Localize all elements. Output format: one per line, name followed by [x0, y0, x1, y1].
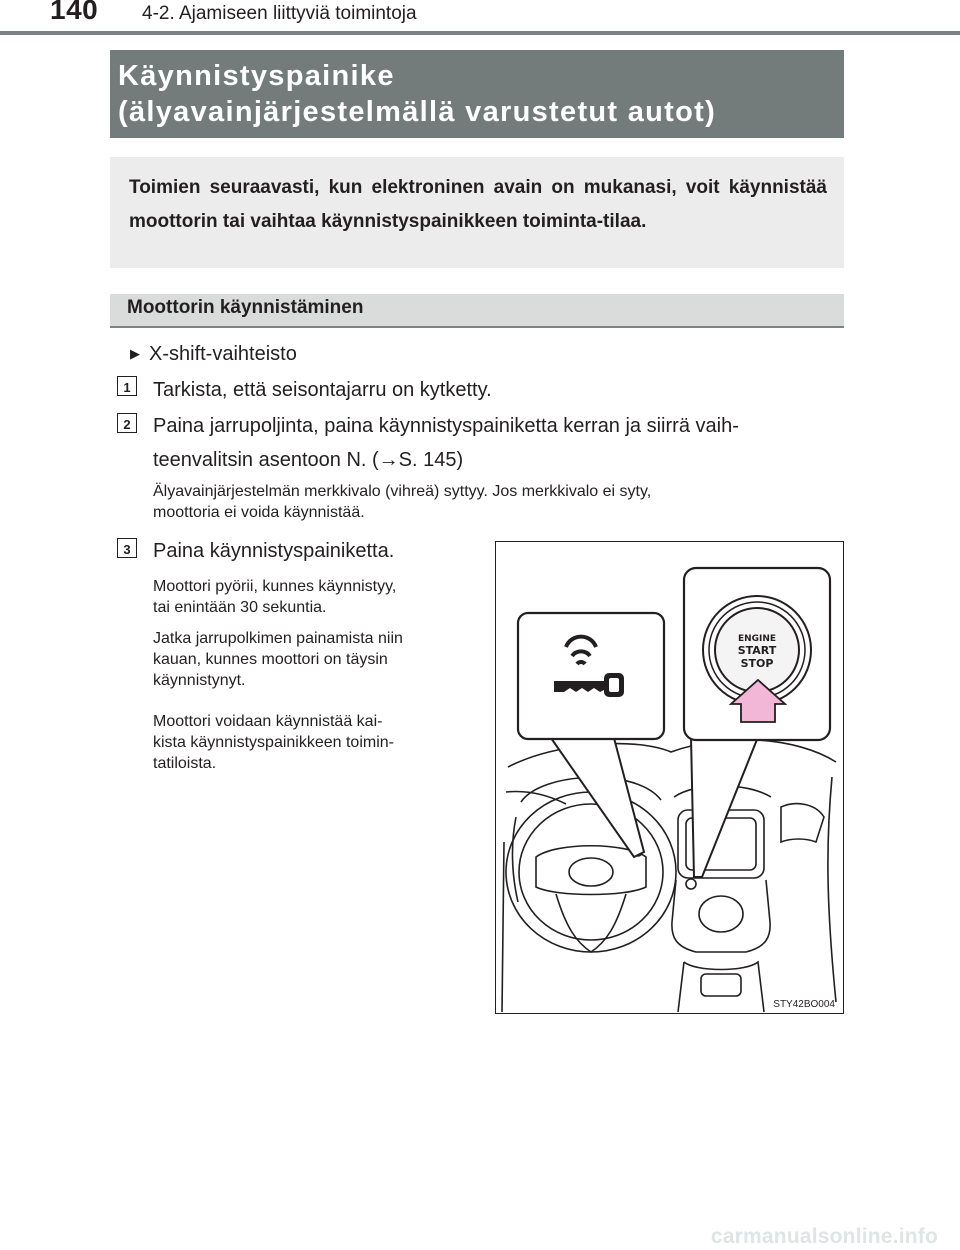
- step-2-line-1: Paina jarrupoljinta, paina käynnistyspainiketta kerran ja siirrä vaih-: [153, 415, 739, 437]
- step-3-note-3-line-1: Moottori voidaan käynnistää kai-: [153, 713, 383, 730]
- step-2-line-2: teenvalitsin asentoon N. (→S. 145): [153, 449, 464, 471]
- watermark: carmanualsonline.info: [710, 1225, 938, 1248]
- step-3-note-2: [153, 628, 476, 691]
- step-3-note-3: [153, 711, 476, 774]
- page-title-line-1: Käynnistyspainike: [118, 60, 395, 92]
- step-2-note-line-1: Älyavainjärjestelmän merkkivalo (vihreä) syttyy. Jos merkkivalo ei syty,: [153, 483, 652, 500]
- header-rule: [0, 31, 960, 35]
- button-label-stop: STOP: [740, 657, 774, 670]
- figure-code: STY42BO004: [773, 999, 835, 1010]
- step-3-note-1-line-2: tai enintään 30 sekuntia.: [153, 599, 327, 616]
- step-3-note-2-line-1: Jatka jarrupolkimen painamista niin: [153, 630, 403, 647]
- intro-text: Toimien seuraavasti, kun elektroninen avain on mukanasi, voit käynnistää moottorin tai vaihtaa käynnistyspainikkeen toiminta-tilaa.: [110, 157, 844, 268]
- step-3-note-2-line-2: kauan, kunnes moottori on täysin: [153, 651, 388, 668]
- step-2-note-line-2: moottoria ei voida käynnistää.: [153, 504, 365, 521]
- bullet-label: X-shift-vaihteisto: [149, 343, 297, 365]
- step-2-text: [153, 409, 843, 477]
- bullet-item: [130, 340, 297, 370]
- step-3-note-2-line-3: käynnistynyt.: [153, 672, 246, 689]
- dashboard-illustration: [495, 541, 844, 1014]
- page-title: [110, 50, 844, 138]
- step-3-note-3-line-2: kista käynnistyspainikkeen toimin-: [153, 734, 394, 751]
- step-3-text: [153, 534, 473, 568]
- page-number: 140: [50, 0, 99, 25]
- page-title-line-2: (älyavainjärjestelmällä varustetut autot): [118, 96, 717, 128]
- step-3-line-1: Paina käynnistyspainiketta.: [153, 540, 395, 562]
- step-1-line-1: Tarkista, että seisontajarru on kytketty.: [153, 379, 492, 401]
- step-2-note: [153, 481, 843, 523]
- step-number-3: 3: [117, 538, 137, 558]
- subheader: Moottorin käynnistäminen: [110, 294, 844, 328]
- dashboard-drawing: [496, 542, 845, 1015]
- step-number-1: 1: [117, 376, 137, 396]
- step-number-2: 2: [117, 413, 137, 433]
- step-3-note-1-line-1: Moottori pyörii, kunnes käynnistyy,: [153, 578, 397, 595]
- button-label-engine: ENGINE: [737, 634, 777, 644]
- step-3-note-3-line-3: tatiloista.: [153, 755, 217, 772]
- step-1-text: [153, 373, 843, 407]
- triangle-bullet-icon: ▶: [130, 346, 140, 361]
- step-3-note-1: [153, 576, 476, 618]
- section-header: 4-2. Ajamiseen liittyviä toimintoja: [142, 3, 417, 24]
- button-label-start: START: [737, 644, 777, 657]
